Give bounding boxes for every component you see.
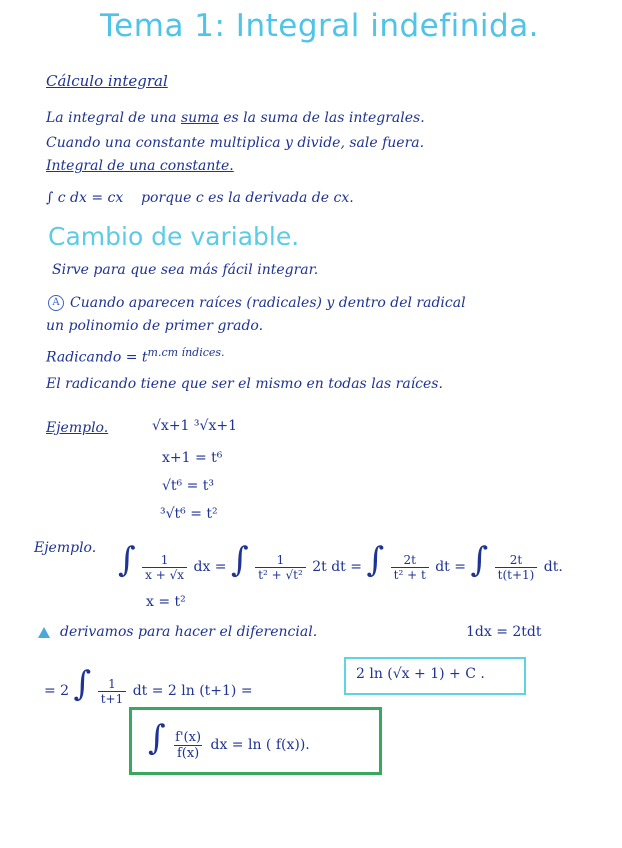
dt-text-2: dt.: [543, 559, 563, 575]
ejemplo-2-chain: [118, 540, 563, 582]
derivamos-value: 1dx = 2tdt: [466, 624, 542, 640]
calculo-line-1b: suma: [180, 110, 219, 126]
rule-fraction-num: f'(x): [175, 729, 202, 745]
integral-sign-2: ∫: [231, 540, 249, 580]
fraction-2-num: 1: [276, 552, 285, 567]
item-a-marker-icon: A: [48, 295, 64, 311]
fraction-4-num: 2t: [509, 552, 523, 567]
ejemplo-1-expr: √x+1 ³√x+1: [152, 418, 237, 434]
radicando-value: t: [141, 349, 148, 366]
cambio-rad-line: El radicando tiene que ser el mismo en todas las raíces.: [46, 376, 443, 392]
derivamos-line: [38, 624, 317, 640]
calculo-formula-expr: ∫ c dx = cx: [46, 190, 124, 206]
derivamos-text: derivamos para hacer el diferencial.: [60, 624, 318, 640]
fraction-1-den: x + √x: [142, 567, 187, 582]
radicando-label: Radicando =: [46, 349, 138, 366]
two-tdt-text: 2t dt =: [312, 559, 362, 575]
fraction-5-den: t+1: [98, 691, 127, 706]
fraction-2: [255, 553, 306, 582]
fraction-4-den: t(t+1): [495, 567, 538, 582]
rule-formula: [148, 718, 310, 761]
cambio-item-a: [48, 295, 466, 311]
radicando-line: [46, 346, 225, 366]
calculo-formula: [46, 190, 354, 206]
fraction-4: [495, 553, 538, 582]
calculo-formula-reason: porque c es la derivada de cx.: [141, 190, 354, 206]
calculo-line-1: [46, 110, 425, 126]
result-middle: dt = 2 ln (t+1) =: [132, 683, 253, 699]
result-line: [44, 664, 253, 706]
integral-sign-1: ∫: [118, 540, 136, 580]
result-prefix: = 2: [44, 683, 70, 699]
fraction-5-num: 1: [108, 676, 116, 691]
fraction-3-den: t² + t: [391, 567, 429, 582]
ejemplo-1-step3: ³√t⁶ = t²: [160, 506, 218, 522]
fraction-3-num: 2t: [403, 552, 416, 567]
integral-sign-6: ∫: [148, 718, 166, 758]
ejemplo-1-step1: x+1 = t⁶: [162, 450, 223, 466]
ejemplo-2-label: Ejemplo.: [34, 540, 97, 556]
calculo-line-2: Cuando una constante multiplica y divide, sale fuera.: [46, 135, 425, 151]
cambio-line-1: Sirve para que sea más fácil integrar.: [52, 262, 319, 278]
calculo-line-1a: La integral de una: [46, 110, 181, 126]
fraction-1-num: 1: [160, 552, 169, 567]
fraction-1: [142, 553, 187, 582]
calculo-line-1c: es la suma de las integrales.: [218, 110, 425, 126]
integral-sign-4: ∫: [470, 540, 489, 580]
rule-rest: dx = ln ( f(x)).: [210, 737, 310, 753]
substitution-text: x = t²: [146, 594, 186, 610]
radicando-exp: m.cm índices.: [147, 346, 225, 359]
ejemplo-1-label: Ejemplo.: [46, 420, 109, 436]
dt-text-1: dt =: [435, 559, 466, 575]
cambio-item-a-line1: Cuando aparecen raíces (radicales) y dentro del radical: [70, 295, 466, 311]
page-title: Tema 1: Integral indefinida.: [100, 8, 540, 44]
fraction-5: [98, 677, 127, 706]
rule-fraction: [172, 730, 204, 761]
ejemplo-1-step2: √t⁶ = t³: [162, 478, 215, 494]
section-heading-calculo: Cálculo integral: [46, 72, 168, 90]
triangle-bullet-icon: [38, 627, 50, 638]
cambio-item-a-line2: un polinomio de primer grado.: [46, 318, 264, 334]
dx-text: dx =: [193, 559, 227, 575]
rule-fraction-den: f(x): [174, 745, 202, 761]
integral-sign-5: ∫: [73, 664, 92, 704]
fraction-3: [391, 553, 429, 582]
section-heading-cambio: Cambio de variable.: [48, 222, 300, 251]
integral-sign-3: ∫: [366, 540, 385, 580]
result-boxed-text: 2 ln (√x + 1) + C .: [356, 666, 485, 682]
calculo-line-3: Integral de una constante.: [46, 158, 234, 174]
fraction-2-den: t² + √t²: [255, 567, 306, 582]
